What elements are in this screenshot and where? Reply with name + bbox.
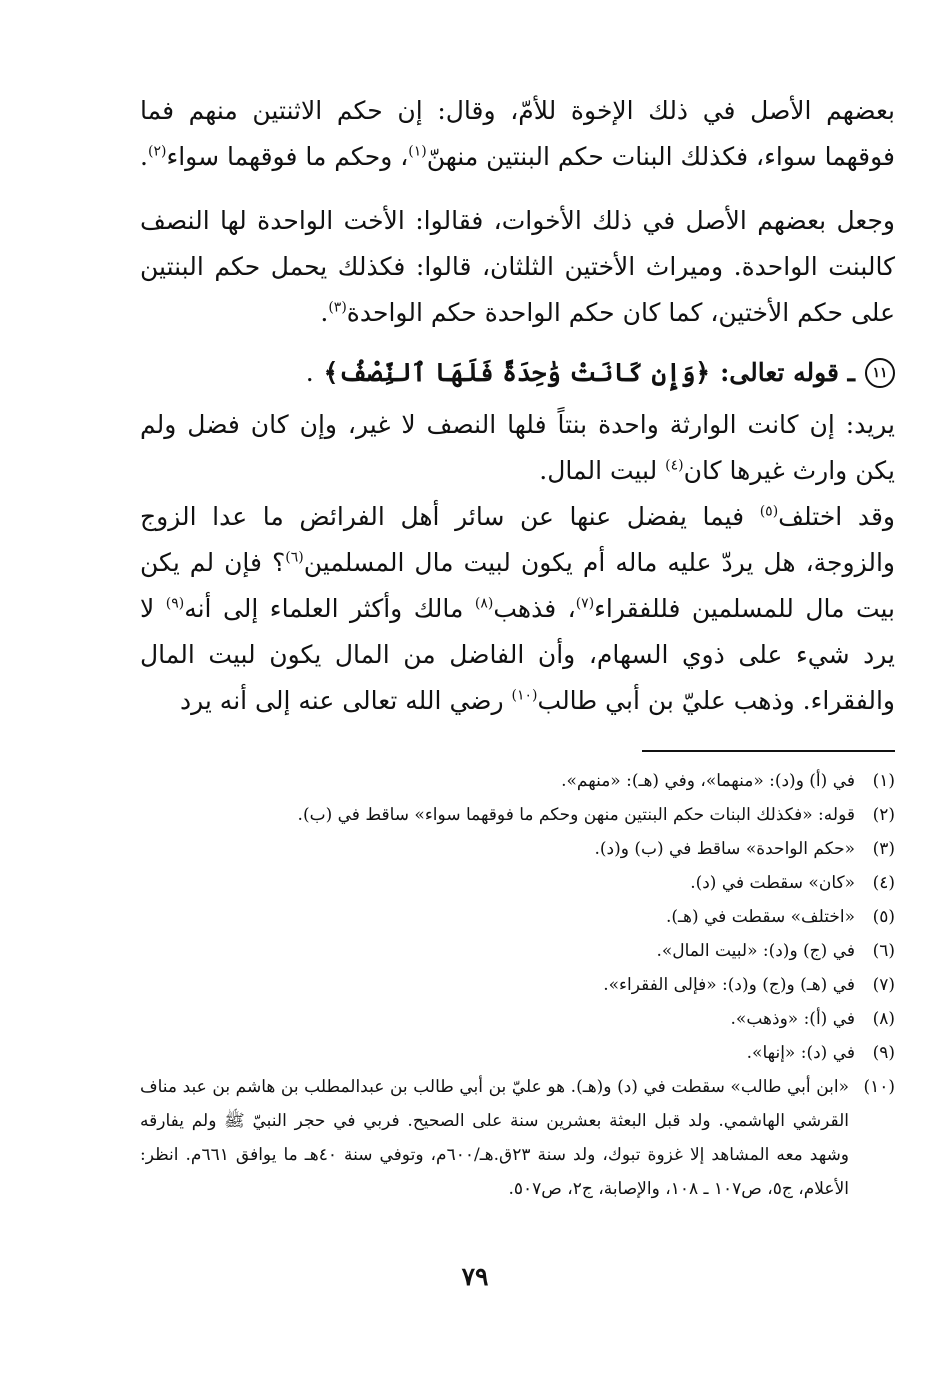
- footnote-number: (٩): [872, 1043, 895, 1063]
- footnotes: [140, 764, 895, 1206]
- main-text: [140, 88, 895, 724]
- paragraph-text: وجعل بعضهم الأصل في ذلك الأخوات، فقالوا: الأخت الواحدة لها النصف كالبنت الواحدة. وميراث الأختين الثلثان، قالوا: فكذلك يحمل حكم البنتين على حكم الأختين، كما كان حكم الواحدة حكم الواحدة: [140, 206, 895, 327]
- footnote-3: [140, 832, 895, 866]
- footnote-ref: (٩): [165, 595, 185, 612]
- footnote-7: [140, 968, 895, 1002]
- paragraph-text: .: [320, 298, 329, 327]
- page-number: ٧٩: [461, 1262, 489, 1291]
- footnote-text: في (هـ) و(ج) و(د): «فإلى الفقراء».: [603, 975, 855, 995]
- footnote-number: (١٠): [863, 1077, 895, 1097]
- footnote-9: [140, 1036, 895, 1070]
- paragraph-text: ، وحكم ما فوقهما سواء: [166, 142, 409, 171]
- paragraph-text: مالك وأكثر العلماء إلى أنه: [184, 594, 475, 623]
- footnote-6: [140, 934, 895, 968]
- verse-quote: ﴿وَإِن كَانَتْ وَٰحِدَةً فَلَهَا ٱلنِّصْفُ﴾: [323, 358, 711, 387]
- verse-label: ـ قوله تعالى:: [720, 358, 855, 387]
- paragraph-4: [140, 494, 895, 724]
- paragraph-text: يريد: إن كانت الوارثة واحدة بنتاً فلها النصف لا غير، وإن كان فضل ولم يكن وارث غيرها كان: [140, 410, 895, 485]
- paragraph-text: لا يرد شيء على ذوي السهام، وأن الفاضل من المال يكون لبيت المال والفقراء. وذهب عليّ بن أبي طالب: [140, 594, 895, 715]
- paragraph-3: [140, 402, 895, 494]
- verse-number-badge: ١١: [865, 358, 895, 388]
- paragraph-text: ؟ فإن لم يكن بيت مال للمسلمين فللفقراء: [140, 548, 895, 623]
- footnote-4: [140, 866, 895, 900]
- footnote-ref: (٤): [665, 457, 684, 474]
- verse-end: .: [305, 358, 314, 387]
- footnote-number: (٣): [872, 839, 895, 859]
- footnote-ref: (٦): [285, 549, 304, 566]
- footnote-5: [140, 900, 895, 934]
- footnote-text: في (ج) و(د): «لبيت المال».: [656, 941, 855, 961]
- footnote-ref: (٣): [328, 299, 347, 316]
- footnote-number: (٦): [872, 941, 895, 961]
- paragraph-1: [140, 88, 895, 180]
- footnote-ref: (٧): [575, 595, 595, 612]
- paragraph-2: [140, 198, 895, 336]
- footnote-ref: (٥): [759, 503, 779, 520]
- footnote-text: «حكم الواحدة» ساقط في (ب) و(د).: [594, 839, 855, 859]
- footnote-text: في (أ) و(د): «منهما»، وفي (هـ): «منهم».: [561, 771, 855, 791]
- footnote-2: [140, 798, 895, 832]
- footnote-number: (٥): [872, 907, 895, 927]
- paragraph-text: ، فذهب: [493, 594, 576, 623]
- footnote-ref: (٢): [148, 143, 167, 160]
- footnote-text: «كان» سقطت في (د).: [690, 873, 855, 893]
- paragraph-text: فيما يفضل عنها عن سائر أهل الفرائض ما عدا الزوج والزوجة، هل يردّ عليه ماله أم يكون لبيت مال المسلمين: [140, 502, 895, 577]
- footnote-10: [140, 1070, 895, 1206]
- footnote-ref: (١٠): [511, 687, 538, 704]
- paragraph-text: رضي الله تعالى عنه إلى أنه يرد: [179, 686, 512, 715]
- verse-heading: [140, 350, 895, 396]
- footnote-text: في (د): «إنها».: [746, 1043, 855, 1063]
- footnote-ref: (٨): [474, 595, 494, 612]
- footnote-text: في (أ): «وذهب».: [730, 1009, 855, 1029]
- footnote-text: «اختلف» سقطت في (هـ).: [666, 907, 855, 927]
- paragraph-text: وقد اختلف: [778, 502, 895, 531]
- paragraph-text: بعضهم الأصل في ذلك الإخوة للأمّ، وقال: إن حكم الاثنتين منهم فما فوقهما سواء، فكذلك البنات حكم البنتين منهنّ: [140, 96, 895, 171]
- paragraph-text: .: [140, 142, 148, 171]
- footnote-8: [140, 1002, 895, 1036]
- footnote-ref: (١): [408, 143, 427, 160]
- footnote-number: (١): [872, 771, 895, 791]
- footnote-text: قوله: «فكذلك البنات حكم البنتين منهن وحكم ما فوقهما سواء» ساقط في (ب).: [297, 805, 855, 825]
- footnote-number: (٤): [872, 873, 895, 893]
- footnote-1: [140, 764, 895, 798]
- footnote-number: (٢): [872, 805, 895, 825]
- footnote-number: (٧): [872, 975, 895, 995]
- paragraph-text: لبيت المال.: [539, 456, 666, 485]
- footnote-divider: [642, 750, 895, 752]
- footnote-text: «ابن أبي طالب» سقطت في (د) و(هـ). هو عليّ بن أبي طالب بن عبدالمطلب بن هاشم بن عبد مناف القرشي الهاشمي. ولد قبل البعثة بعشرين سنة على الصحيح. فربي في حجر النبيّ ﷺ ولم يفارقه وشهد معه المشاهد إلا غزوة تبوك، ولد سنة ٢٣ق.هـ/٦٠٠م، وتوفي سنة ٤٠هـ ما يوافق ٦٦١م. انظر: الأعلام، ج٥، ص١٠٧ ـ ١٠٨، والإصابة، ج٢، ص٥٠٧.: [140, 1077, 850, 1199]
- footnote-number: (٨): [872, 1009, 895, 1029]
